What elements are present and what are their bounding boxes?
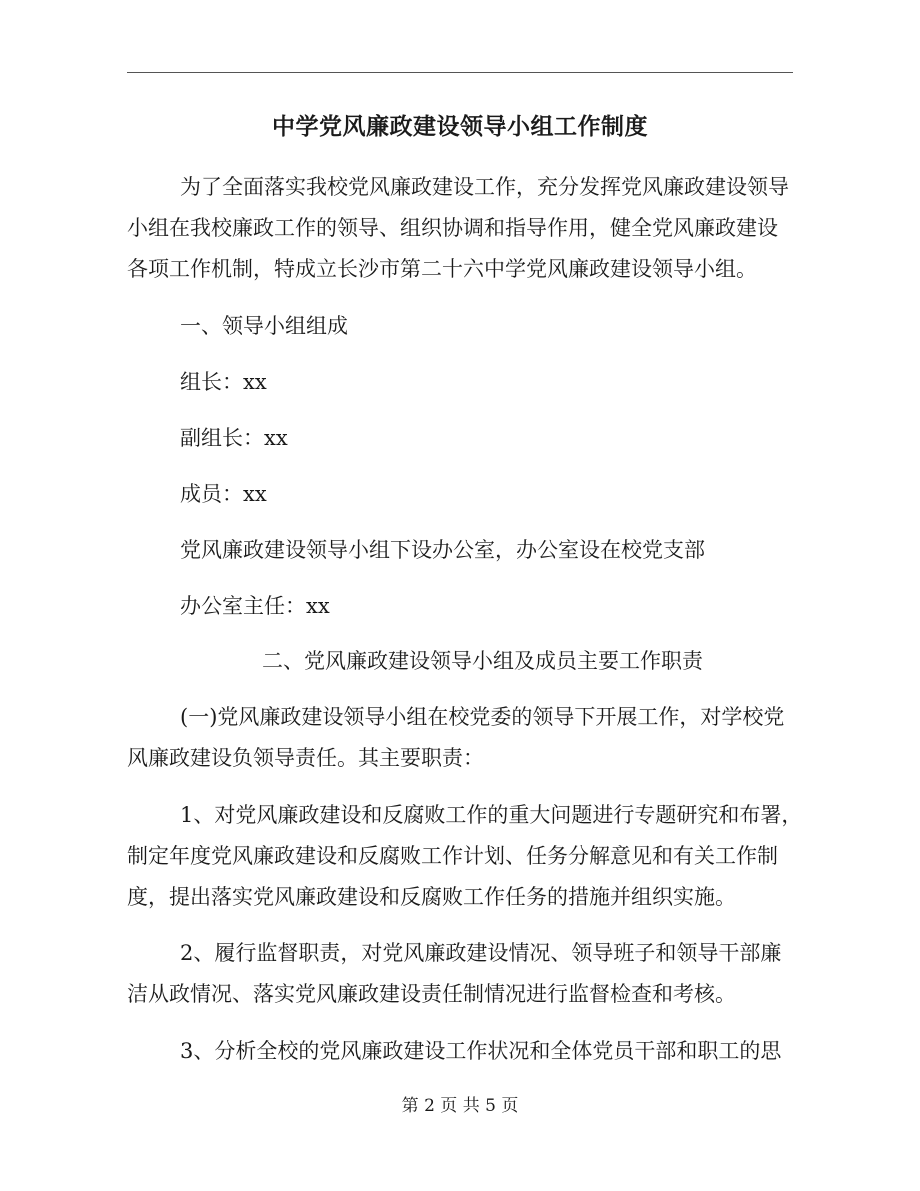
- clause-a-line-1: (一)党风廉政建设领导小组在校党委的领导下开展工作，对学校党: [180, 705, 785, 729]
- office-line: 党风廉政建设领导小组下设办公室，办公室设在校党支部: [180, 538, 705, 562]
- item-2-line-2: 洁从政情况、落实党风廉政建设责任制情况进行监督检查和考核。: [127, 982, 736, 1006]
- section-heading-1: 一、领导小组组成: [180, 314, 348, 338]
- item-3-line-1: 3、分析全校的党风廉政建设工作状况和全体党员干部和职工的思: [180, 1039, 782, 1063]
- members-line: 成员：xx: [180, 482, 267, 506]
- item-1-line-1: 1、对党风廉政建设和反腐败工作的重大问题进行专题研究和布署，: [180, 803, 803, 827]
- page-title: 中学党风廉政建设领导小组工作制度: [272, 113, 648, 140]
- item-1-line-2: 制定年度党风廉政建设和反腐败工作计划、任务分解意见和有关工作制: [127, 844, 778, 868]
- section-heading-2: 二、党风廉政建设领导小组及成员主要工作职责: [262, 649, 703, 673]
- office-director-line: 办公室主任：xx: [180, 594, 330, 618]
- intro-line-1: 为了全面落实我校党风廉政建设工作，充分发挥党风廉政建设领导: [180, 175, 789, 199]
- clause-a-line-2: 风廉政建设负领导责任。其主要职责：: [127, 746, 484, 770]
- intro-line-3: 各项工作机制，特成立长沙市第二十六中学党风廉政建设领导小组。: [127, 257, 757, 281]
- header-rule: [127, 72, 793, 73]
- intro-line-2: 小组在我校廉政工作的领导、组织协调和指导作用，健全党风廉政建设: [127, 216, 778, 240]
- deputy-leader-line: 副组长：xx: [180, 426, 288, 450]
- item-1-line-3: 度，提出落实党风廉政建设和反腐败工作任务的措施并组织实施。: [127, 885, 736, 909]
- item-2-line-1: 2、履行监督职责，对党风廉政建设情况、领导班子和领导干部廉: [180, 941, 782, 965]
- leader-line: 组长：xx: [180, 370, 267, 394]
- page-footer: 第 2 页 共 5 页: [401, 1096, 519, 1116]
